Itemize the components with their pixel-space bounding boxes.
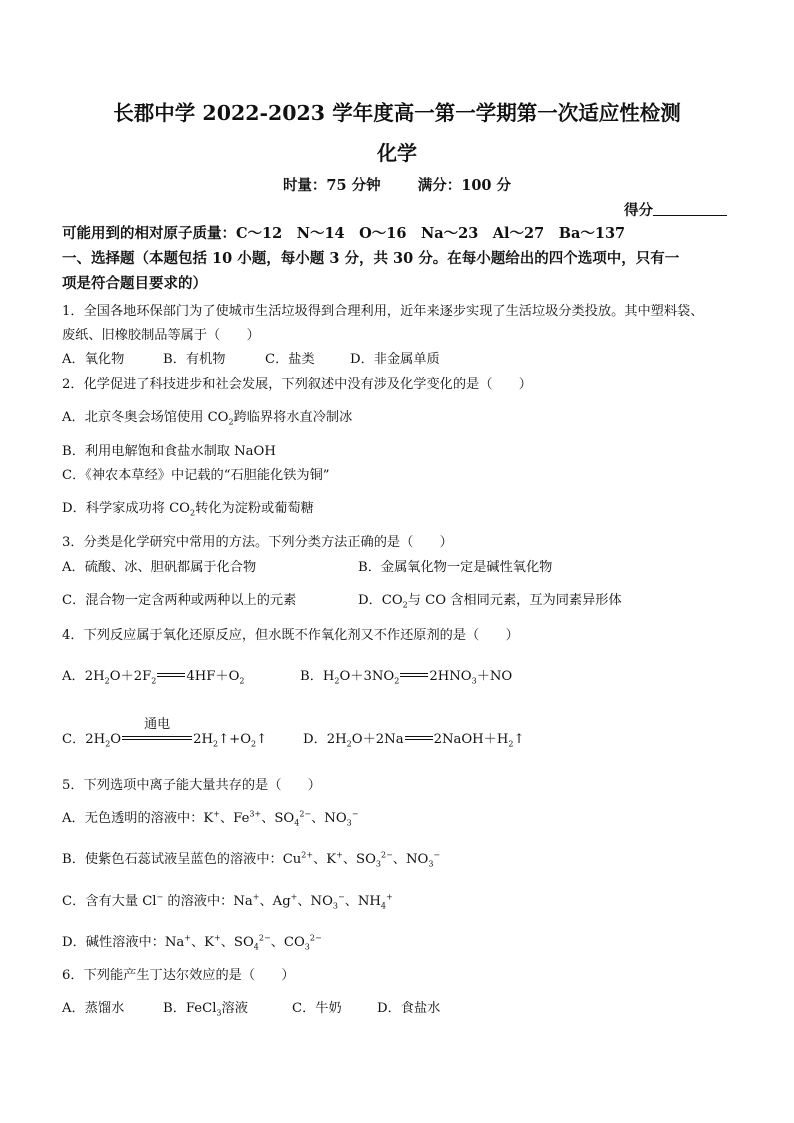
subject-title: 化学 (377, 141, 417, 165)
q1-option-c[interactable]: C．盐类 (265, 352, 315, 367)
q5-option-a[interactable]: A．无色透明的溶液中：K+、$Fe^{3+}$、$SO_4^{2-}$、$NO_3^-$ (62, 809, 359, 828)
section1-line1: 一、选择题（本题包括 10 小题，每小题 3 分，共 30 分。在每小题给出的四个选项中，只有一 (62, 250, 680, 267)
q3-option-d[interactable]: D．$CO_2$与 CO 含相同元素，互为同素异形体 (358, 593, 622, 610)
q1-option-d[interactable]: D．非金属单质 (350, 352, 440, 367)
q2-option-a[interactable]: A．北京冬奥会场馆使用 $CO_2$跨临界将水直冷制冰 (62, 410, 353, 427)
q5-option-b[interactable]: B．使紫色石蕊试液呈蓝色的溶液中：$Cu^{2+}$、K+、$SO_3^{2-}$、$NO_3^-$ (62, 850, 441, 869)
q6-option-c[interactable]: C．牛奶 (292, 1001, 342, 1016)
q5-stem: 5．下列选项中离子能大量共存的是（ ） (62, 778, 321, 793)
q2-stem: 2．化学促进了科技进步和社会发展，下列叙述中没有涉及化学变化的是（ ） (62, 377, 532, 392)
section1-line2: 项是符合题目要求的） (62, 275, 207, 292)
q3-option-a[interactable]: A．硫酸、冰、胆矾都属于化合物 (62, 560, 257, 575)
atomic-masses: 可能用到的相对原子质量：C～12 N～14 O～16 Na～23 Al～27 Ba～137 (62, 225, 626, 242)
q1-option-a[interactable]: A．氧化物 (62, 352, 125, 367)
q2-option-d[interactable]: D．科学家成功将 $CO_2$转化为淀粉或葡萄糖 (62, 501, 314, 518)
time-limit: 时量：75 分钟 (282, 177, 381, 194)
q6-option-d[interactable]: D．食盐水 (377, 1001, 441, 1016)
q1-stem-line2: 废纸、旧橡胶制品等属于（ ） (62, 328, 260, 343)
q1-option-b[interactable]: B．有机物 (163, 352, 226, 367)
q2-option-b[interactable]: B．利用电解饱和食盐水制取 NaOH (62, 444, 276, 459)
q6-option-b[interactable]: B．FeCl$_3$溶液 (163, 1001, 248, 1018)
q3-stem: 3．分类是化学研究中常用的方法。下列分类方法正确的是（ ） (62, 535, 453, 550)
q3-option-c[interactable]: C．混合物一定含两种或两种以上的元素 (62, 593, 297, 608)
score-field (624, 199, 727, 220)
q6-option-a[interactable]: A．蒸馏水 (62, 1001, 125, 1016)
score-label: 得分 (624, 202, 653, 219)
q6-stem: 6．下列能产生丁达尔效应的是（ ） (62, 968, 295, 983)
q2-option-c[interactable]: C．《神农本草经》中记载的“石胆能化铁为铜” (62, 468, 330, 483)
exam-title: 长郡中学 2022-2023 学年度高一第一学期第一次适应性检测 (113, 101, 681, 125)
electrolysis-condition: 通电 (121, 732, 193, 747)
q5-option-c[interactable]: C．含有大量 Cl− 的溶液中：Na+、Ag+、$NO_3^-$、$NH_4^+$ (62, 892, 393, 911)
q4-option-d[interactable]: D．$2H_2O+2Na$ $2NaOH+H_2↑$ (303, 732, 525, 749)
q4-option-c[interactable]: C．$2H_2O$ 通电 $2H_2↑+O_2↑$ (62, 717, 268, 749)
q4-option-b[interactable]: B．$H_2O+3NO_2$ $2HNO_3+NO$ (300, 669, 513, 686)
q4-stem: 4．下列反应属于氧化还原反应，但水既不作氧化剂又不作还原剂的是（ ） (62, 628, 519, 643)
full-score: 满分：100 分 (417, 177, 512, 194)
q3-option-b[interactable]: B．金属氧化物一定是碱性氧化物 (358, 560, 553, 575)
q5-option-d[interactable]: D．碱性溶液中：Na+、K+、$SO_4^{2-}$、$CO_3^{2-}$ (62, 933, 322, 952)
score-blank[interactable] (653, 201, 727, 216)
q1-stem-line1: 1．全国各地环保部门为了使城市生活垃圾得到合理利用，近年来逐步实现了生活垃圾分类投放。其中塑料袋、 (62, 304, 704, 319)
q4-option-a[interactable]: A．$2H_2O+2F_2$ $4HF+O_2$ (62, 669, 245, 686)
exam-meta (0, 174, 794, 195)
